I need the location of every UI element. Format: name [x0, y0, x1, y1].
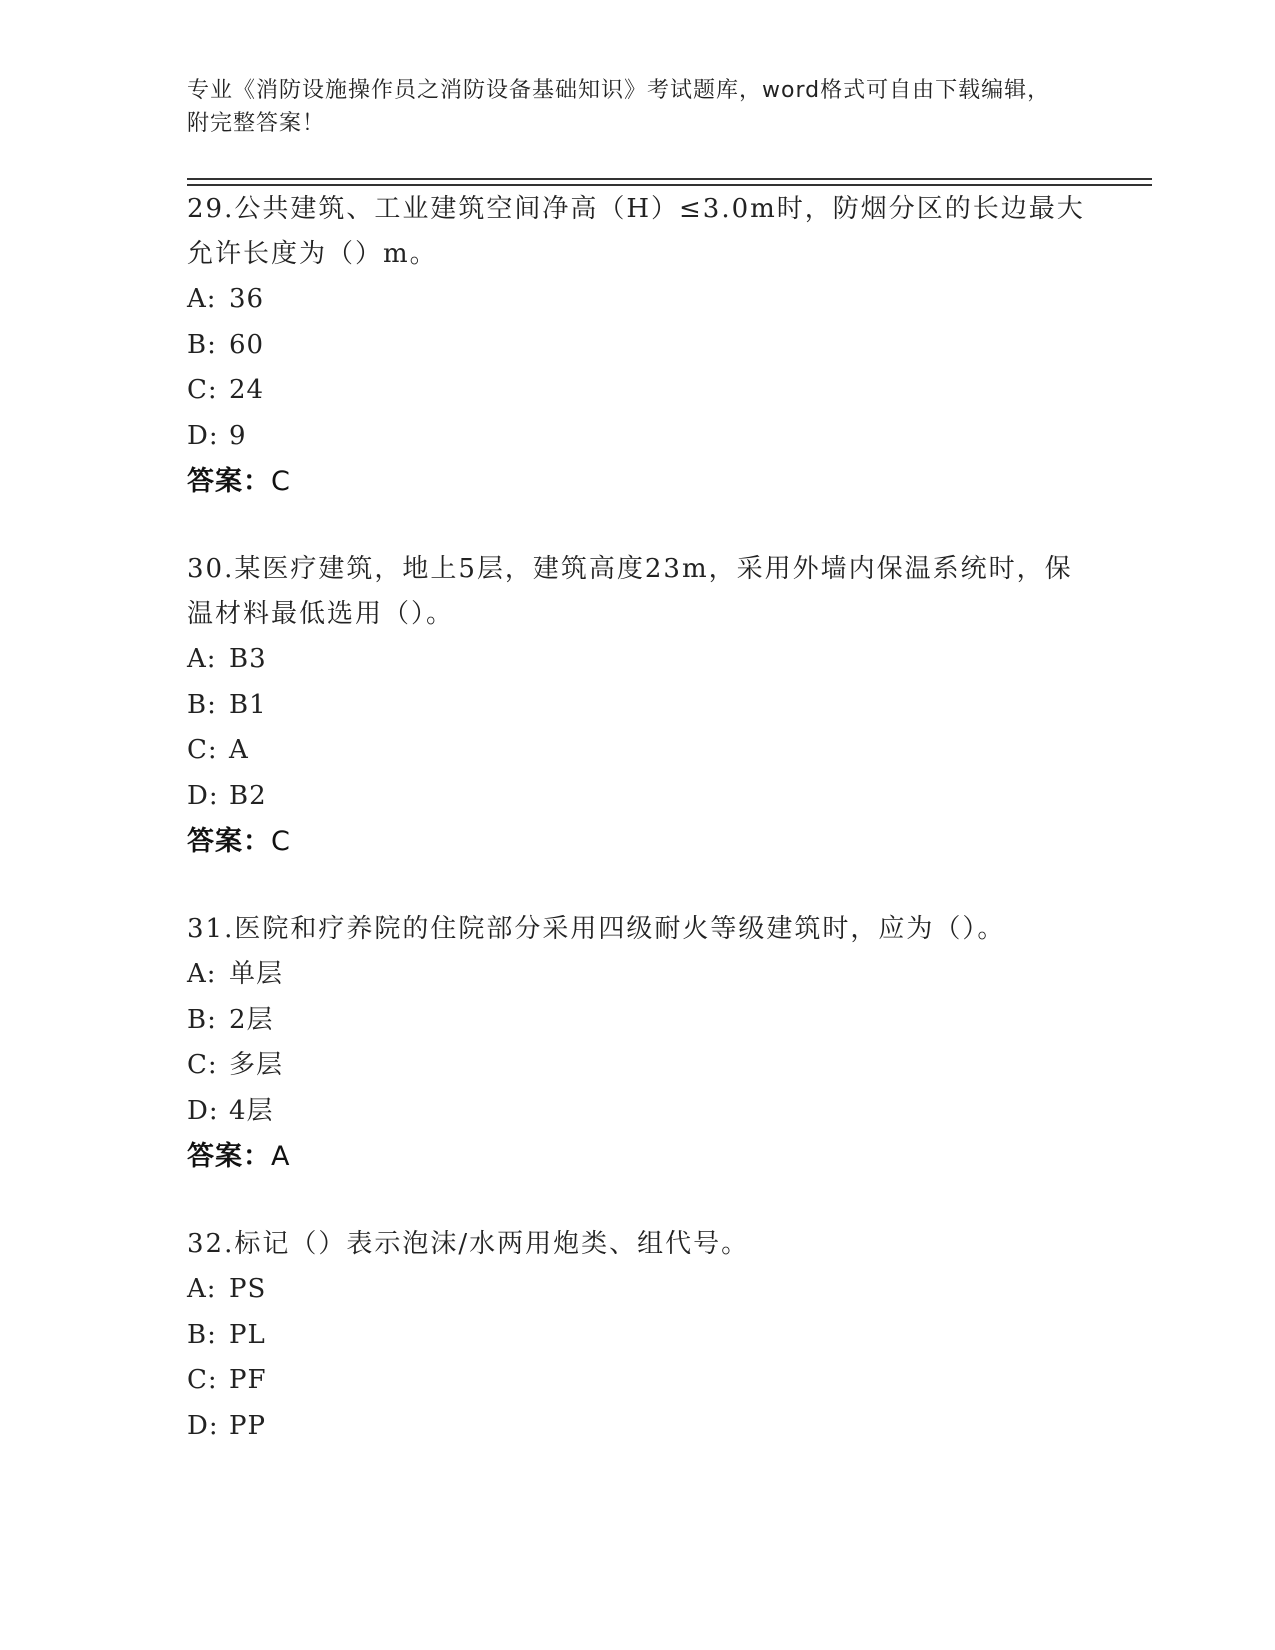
question-29	[187, 187, 1087, 504]
option-a: A: B3	[187, 644, 267, 674]
question-31	[187, 907, 1087, 1179]
option-c: C: 24	[187, 375, 265, 406]
option-a: A: 36	[187, 284, 265, 314]
option-d: D: 9	[187, 420, 247, 451]
answer: 答案：C	[187, 826, 291, 858]
option-a: A: 单层	[187, 959, 284, 989]
answer: 答案：A	[187, 1141, 291, 1173]
option-d: D: PP	[187, 1410, 266, 1441]
option-d: D: 4层	[187, 1095, 274, 1126]
option-b: B: 2层	[187, 1004, 274, 1035]
question-30	[187, 547, 1087, 864]
question-stem: 29.公共建筑、工业建筑空间净高（H）≤3.0m时，防烟分区的长边最大允许长度为（）m。	[187, 194, 1085, 269]
option-c: C: PF	[187, 1365, 267, 1396]
option-a: A: PS	[187, 1274, 267, 1304]
header-divider-bottom	[187, 184, 1152, 186]
question-stem: 32.标记（）表示泡沫/水两用炮类、组代号。	[187, 1229, 750, 1259]
question-stem: 31.医院和疗养院的住院部分采用四级耐火等级建筑时，应为（）。	[187, 914, 1006, 944]
option-c: C: 多层	[187, 1050, 284, 1081]
answer: 答案：C	[187, 466, 291, 498]
question-32	[187, 1222, 1087, 1449]
question-stem: 30.某医疗建筑，地上5层，建筑高度23m，采用外墙内保温系统时，保温材料最低选用（）。	[187, 554, 1073, 629]
option-b: B: B1	[187, 689, 267, 720]
option-b: B: PL	[187, 1319, 266, 1350]
option-b: B: 60	[187, 329, 265, 360]
header-divider-top	[187, 178, 1152, 180]
option-d: D: B2	[187, 780, 267, 811]
document-header: 专业《消防设施操作员之消防设备基础知识》考试题库，word格式可自由下载编辑，附完整答案！	[187, 78, 1051, 136]
option-c: C: A	[187, 735, 249, 766]
